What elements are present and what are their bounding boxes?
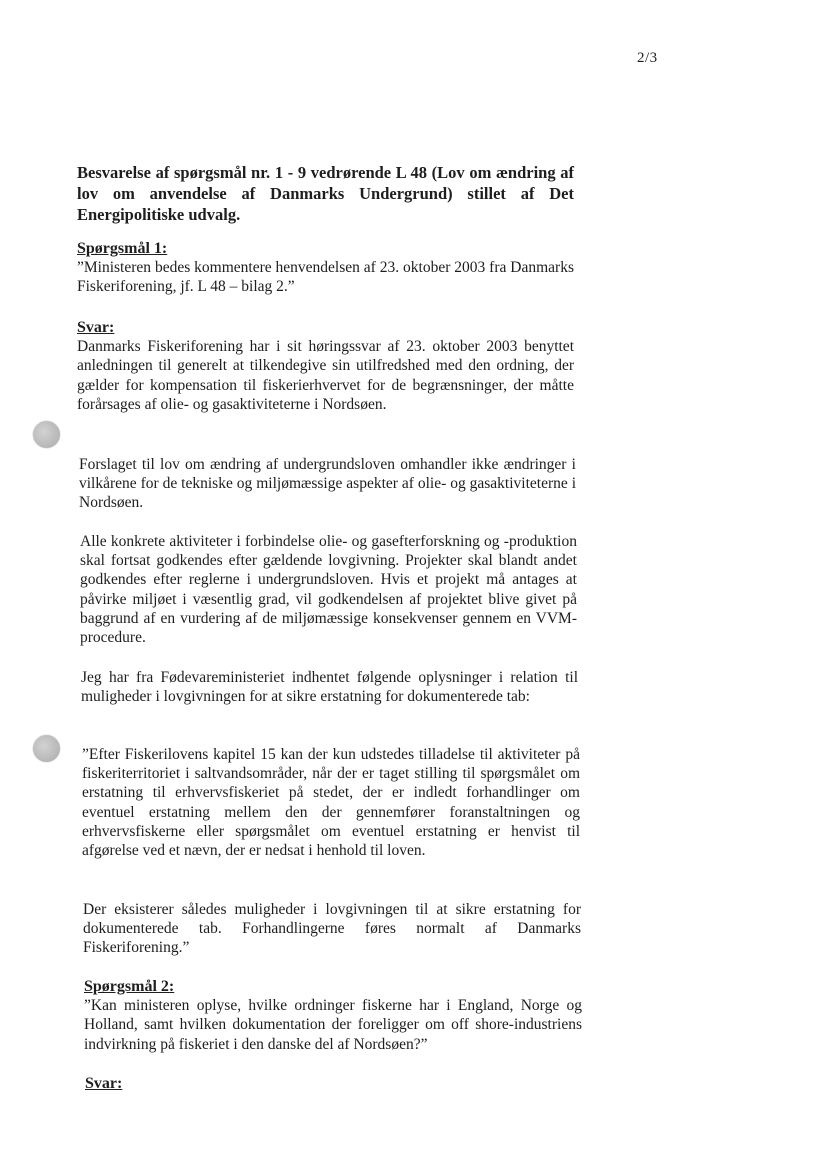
- question-2-heading: Spørgsmål 2:: [84, 978, 175, 995]
- question-1-text: ”Ministeren bedes kommentere henvendelsen af 23. oktober 2003 fra Danmarks Fiskeriforening, jf. L 48 – bilag 2.”: [77, 259, 574, 296]
- question-2: [84, 977, 582, 1054]
- punch-hole-lower: [33, 735, 60, 762]
- question-1-heading: Spørgsmål 1:: [77, 240, 168, 257]
- question-2-text: ”Kan ministeren oplyse, hvilke ordninger fiskerne har i England, Norge og Holland, samt hvilken dokumentation der foreligger om off shore-industriens indvirkning på fiskeriet i den danske del af Nordsøen?”: [84, 997, 582, 1053]
- question-1: [77, 239, 574, 297]
- answer-1-paragraph-1: Danmarks Fiskeriforening har i sit høringssvar af 23. oktober 2003 benyttet anledningen til generelt at tilkendegive sin utilfredshed med den ordning, der gælder for kompensation til fiskerierhvervet for de begrænsninger, der måtte forårsages af olie- og gasaktiviteterne i Nordsøen.: [77, 338, 574, 413]
- answer-2: [85, 1074, 583, 1093]
- answer-2-heading: Svar:: [85, 1075, 123, 1092]
- document-title: Besvarelse af spørgsmål nr. 1 - 9 vedrørende L 48 (Lov om ændring af lov om anvendelse af Danmarks Undergrund) stillet af Det Energipolitiske udvalg.: [77, 163, 574, 224]
- answer-1-heading: Svar:: [77, 319, 115, 336]
- punch-hole-upper: [33, 421, 60, 448]
- answer-1-paragraph-3: Alle konkrete aktiviteter i forbindelse olie- og gasefterforskning og -produktion skal fortsat godkendes efter gældende lovgivning. Projekter skal blandt andet godkendes efter reglerne i undergrundsloven. Hvis et projekt må antages at påvirke miljøet i væsentlig grad, vil godkendelsen af projektet blive givet på baggrund af en vurdering af de miljømæssige konsekvenser gennem en VVM-procedure.: [80, 533, 577, 647]
- answer-1: [77, 318, 574, 414]
- page-number: 2/3: [637, 50, 658, 66]
- answer-1-paragraph-4: Jeg har fra Fødevareministeriet indhentet følgende oplysninger i relation til muligheder i lovgivningen for at sikre erstatning for dokumenterede tab:: [81, 669, 578, 706]
- answer-1-paragraph-2: Forslaget til lov om ændring af undergrundsloven omhandler ikke ændringer i vilkårene for de tekniske og miljømæssige aspekter af olie- og gasaktiviteterne i Nordsøen.: [79, 456, 576, 512]
- answer-1-paragraph-6: Der eksisterer således muligheder i lovgivningen til at sikre erstatning for dokumenterede tab. Forhandlingerne føres normalt af Danmarks Fiskeriforening.”: [83, 901, 581, 957]
- answer-1-quote-paragraph: ”Efter Fiskerilovens kapitel 15 kan der kun udstedes tilladelse til aktiviteter på fiskeriterritoriet i saltvandsområder, når der er taget stilling til spørgsmålet om erstatning til erhvervsfiskeriet på stedet, der er indledt forhandlinger om eventuel erstatning mellem den der gennemfører foranstaltningen og erhvervsfiskerne eller spørgsmålet om eventuel erstatning er henvist til afgørelse ved et nævn, der er nedsat i henhold til loven.: [82, 746, 580, 860]
